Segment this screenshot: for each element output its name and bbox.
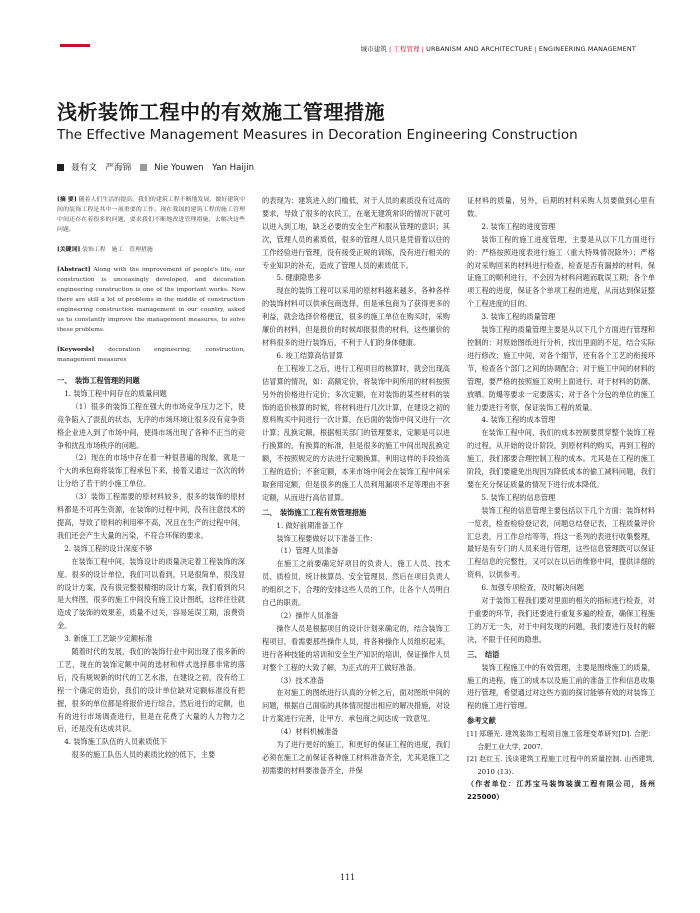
header-text [361, 44, 636, 53]
section-heading: 二、 装饰施工工程有效管理措施 [262, 507, 367, 517]
header-separator: | [421, 45, 425, 53]
paragraph: 对于装饰工程我们要对里面的相关的指标进行检查，对于重要的环节，我们还要进行重复多遍的检查，确保工程施工的万无一失，对于中间发现的问题，我们要进行及时的解决，不限于任何的隐患。 [467, 596, 655, 644]
subsection-heading: 4. 装饰工程的成本管理 [481, 415, 556, 425]
paragraph: 装饰工程施工中的有效管理，主要是围绕施工的质量，施工的进程，施工的成本以及施工前的准备工作和信息收集进行管理，希望通过对这些方面的探讨能够有效的对装饰工程的施工进行管理。 [467, 662, 655, 711]
author-line [57, 161, 262, 173]
subsection-heading: 6. 加强专项检查，及时解决问题 [481, 583, 584, 593]
paragraph: 为了进行更好的施工，和更好的保证工程的进度，我们必须在施工之前保证各种施工材料准备齐全，尤其是施工之初需要的材料要准备齐全，并保 [262, 740, 450, 775]
subsection-heading: 6. 竣工结算高估冒算 [276, 350, 344, 360]
paragraph: 在工程竣工之后，进行工程项目的核算时，就会出现高估冒算的情况，如：高额定价，将装饰中间所用的材料按照另外的价格进行定价；多次定额，在对装饰的某些材料的装饰的造价核算的时候，将材料进行几次计算，在建设之初的原料购买中间进行一次计算，在后面的装饰中间又进行一次计算；乱换定额，根据相关部门的管理要求，定额是可以进行换算的，有换算的标准，但是很多的施工中间出现乱换定额，不按照规定的方法进行定额换算，利用这样的手段抬高工程的造价；不套定额，本来市场中间会在装饰工程中间采取套用定额，但是很多的施工人员利用漏项不足等理由不套定额，从而进行高估冒算。 [262, 363, 450, 502]
subsection-heading: （2）操作人员准备 [276, 611, 339, 620]
square-bullet-icon [57, 164, 64, 171]
abstract-cn: [摘 要] 随着人们生活的提高，我们的建筑工程不断地发展，做好建筑中间的装饰工程是其中一项重要的工作。现在我国的建筑工程的施工管理中间还存在着很多的问题，要求我们不断地改进管理措施，去解决这些问题。 [57, 196, 246, 233]
subsection-heading: 2. 装饰工程的进度管理 [481, 221, 556, 231]
paragraph: 装饰工程的信息管理主要包括以下几个方面：装饰材料一览表，检查检验登记表，问题总结登记表，工程质量评价汇总表，月工作总结等等，将这一系列的表进行收集整理，最好是有专门的人员来进行管理，这些信息管理既可以保证工程信息的完整性，又可以在以后的维修中间，提供详细的资料，以供参考。 [467, 505, 655, 580]
page-number: 111 [340, 873, 356, 882]
section-heading: 一、 装饰工程管理的问题 [57, 376, 140, 385]
paragraph: 装饰工程的施工进度管理，主要是从以下几方面进行的：严格按照进度表进行施工（重大特殊情况除外）；严格的对采购回来的材料进行检查，检查是否有漏掉的材料，保证施工的顺利进行，不会因为材料问题而耽误工期；各个单项工程的进度，保证各个单项工程的进度，从而达到保证整个工程进度的目的。 [467, 234, 655, 309]
keywords-en: [Keywords] decoration engineering, construction, management measures [57, 346, 246, 363]
subsection-heading: 5. 健康隐患多 [276, 273, 322, 283]
keywords-cn: [关键词] 装饰工程 施工 管理措施 [57, 246, 153, 253]
author-affiliation: （作者单位：江苏宝马装饰装潢工程有限公司，扬州 225000） [467, 780, 662, 801]
authors-cn: 聂有文 严海锦 [71, 163, 132, 173]
paragraph: 证材料的质量，另外，后期的材料采购人员要做到心里有数。 [467, 196, 655, 218]
paragraph: 在施工之前要确定好项目的负责人、施工人员、技术员、质检员、统计核算员、安全管理员、然后在项目负责人的组织之下，合理的安排这些人员的工作，让各个人员明白自己的职责。 [262, 559, 450, 608]
paragraph: 随着时代的发展，我们的装饰行业中间出现了很多新的工艺，现在的装饰定额中间的选材和样式选择都非常的落后，没有规规新的时代的工艺水准，在建设之初，没有给工程一个确定的造价，我们的设计单位缺对定额标准没有把握，很多的单位都是将报价进行综合，然后进行的定额，也有的进行市场调查进行，但是在花费了大量的人力物力之后，还是没有达成共识。 [57, 647, 245, 734]
abstract-en: [Abstract] Along with the improvement of people's life, our construction is unceasingly developed, and decoration engineering construction is one of the important works. Now there are still a lot of problems in the middle of construction engineering construction management in our country, asked us to constantly improve the management measures, to solve these problems. [57, 266, 245, 333]
paragraph: 现在的装饰工程可以采用的原材料越来越多，各种各样的装饰材料可以供承包商选择，但是承包商为了获得更多的利益，就会选择价格便宜，很多的施工单位在购买时，采购廉价的材料，但是报价的时候却报很贵的材料，这些廉价的材料很多的进行装饰后，不利于人们的身体健康。 [262, 286, 450, 347]
section-heading: 三、 结语 [467, 649, 500, 659]
subsection-heading: 5. 装饰工程的信息管理 [481, 492, 556, 502]
paragraph: 在对施工的图纸进行认真的分析之后，面对图纸中间的问题，根据自己面临的具体情况提出相应的解决措施，对设计方案进行完善，让甲方、承包商之间达成一致意见。 [262, 688, 450, 724]
paragraph: （2）现在的市场中存在着一种很普遍的现象，就是一个大的承包商将装饰工程承包下来，接着又通过一次次的转让分给了若干的小施工单位。 [57, 453, 245, 489]
running-header [0, 44, 700, 56]
column-1 [57, 195, 245, 762]
header-journal-cn: 城市建筑 [360, 45, 388, 53]
paragraph: 很多的施工队伍人员的素质比较的低下，主要 [71, 750, 216, 760]
subsection-heading: 1. 装饰工程中间存在的质量问题 [64, 388, 167, 398]
subsection-heading: 3. 新施工工艺缺少定额标准 [64, 634, 153, 644]
paragraph: 的表现为：建筑进入的门槛低，对于人员的素质没有过高的要求，导致了很多的农民工，在毫无建筑常识的情况下就可以进入到工地，缺乏必要的安全生产和服从管理的意识；其次，管理人员的素质低，很多的管理人员只是凭借着以往的工作经验进行管理，没有接受正规的训练，没有进行相关的专业知识的补充，造成了管理人员的素质低下。 [262, 196, 450, 270]
paragraph: 在装饰工程中间，我们的成本控制要贯穿整个装饰工程的过程，从开始的设计阶段，到原材料的购买，再到工程的施工，我们都要合理控制工程的成本。尤其是在工程的施工阶段，我们要避免出现因为降低成本的偷工减料问题，我们要在充分保证质量的情况下进行成本降低。 [467, 428, 655, 489]
header-separator: | [389, 45, 392, 53]
paragraph: （1）很多的装饰工程在强大的市场竞争压力之下，使竞争陷入了混乱的状态，无序的市场环境让很多没有竞争资格企业进入到了市场中间，使得市场出现了各种不正当的竞争和扰乱市场秩序的问题。 [57, 401, 245, 450]
subsection-heading: 2. 装饰工程的设计深度不够 [64, 543, 153, 553]
header-section-cn: 工程管理 [393, 45, 420, 53]
reference-item: [1] 郑珊光. 建筑装饰工程项目施工管理变革研究[D]. 合肥：合肥工业大学, 2007. [467, 730, 655, 751]
header-accent-rule [60, 44, 90, 47]
subsection-heading: 3. 装饰工程的质量管理 [481, 312, 556, 322]
column-2 [262, 195, 450, 778]
paper-title-cn: 浅析装饰工程中的有效施工管理措施 [57, 100, 385, 124]
square-bullet-icon [140, 164, 147, 171]
paper-title-en: The Effective Management Measures in Decoration Engineering Construction [57, 127, 578, 143]
paragraph: 装饰工程要做好以下准备工作： [276, 533, 378, 543]
paragraph: （3）装饰工程需要的原材料较多，很多的装饰的原材料都是不可再生资源，在装饰的过程中间，没有注意技术的提高，导致了原料的利用率不高，况且在生产的过程中间，我们还会产生大量的污染，不符合环保的要求。 [57, 492, 245, 540]
header-section-en: URBANISM AND ARCHITECTURE [426, 45, 533, 53]
authors-en: Nie Youwen Yan Haijin [154, 163, 255, 173]
subsection-heading: （3）技术准备 [276, 675, 325, 685]
subsection-heading: （1）管理人员准备 [276, 546, 339, 556]
paragraph: 操作人员是根据项目的设计计划来确定的，结合装饰工程项目，看需要那些操作人员，将各种操作人员组织起来，进行各种技能的培训和安全生产知识的培训，保证操作人员对整个工程的大致了解，为正式的开工做好准备。 [262, 623, 450, 672]
paragraph: 装饰工程的质量管理主要是从以下几个方面进行管理和控制的：对原始图纸进行分析，找出里面的不足，结合实际进行修改；施工中间，对各个细节，还有各个工艺的衔接环节，检查各个部门之间的协调配合；对于施工中间的材料的管理，要严格的按照施工说明上面进行，对于材料的防潮、放晒、防爆等要求一定要落实；对于各个分包的单位的施工能力要进行考察，保证装饰工程的质量。 [467, 325, 655, 412]
header-separator: | [534, 45, 537, 53]
column-3 [467, 195, 662, 803]
subsection-heading: 4. 装饰施工队伍的人员素质低下 [64, 737, 167, 747]
reference-item: [2] 赵红玉. 浅谈建筑工程施工过程中的质量控制. 山西建筑, 2010 (13). [467, 755, 655, 776]
subsection-heading: （4）材料机械准备 [276, 727, 339, 737]
paragraph: 在装饰工程中间，装饰设计的质量决定着工程装饰的深度。很多的设计单位，我们可以看到，只是很简单，很浅显的设计方案，没有很完整很精细的设计方案，我们看到的只是大样图，很多的施工中间没有施工设计图纸，这样往往就造成了装饰的效果差，质量不过关，容易延误工期，浪费资金。 [57, 556, 245, 631]
references-heading: 参考文献 [467, 716, 496, 726]
header-section-en2: ENGINEERING MANAGEMENT [538, 45, 636, 53]
subsection-heading: 1. 做好前期准备工作 [276, 520, 344, 530]
